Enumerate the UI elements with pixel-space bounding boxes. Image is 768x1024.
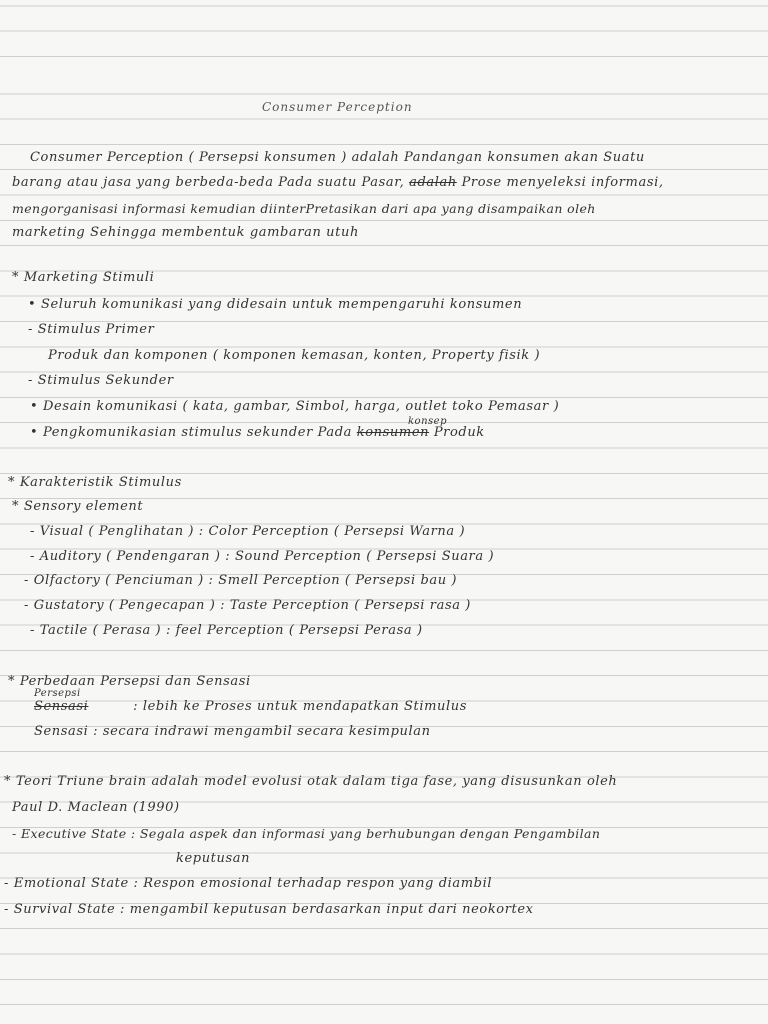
teori-line-6: - Survival State : mengambil keputusan berdasarkan input dari neokortex — [4, 902, 534, 917]
teori-line-2: Paul D. Maclean (1990) — [12, 800, 180, 815]
stimulus-sekunder-item-1: • Desain komunikasi ( kata, gambar, Simbol, harga, outlet toko Pemasar ) — [30, 399, 560, 414]
stimulus-primer-heading: - Stimulus Primer — [28, 322, 155, 337]
karakteristik-heading: * Karakteristik Stimulus — [8, 475, 182, 490]
stimulus-primer-detail: Produk dan komponen ( komponen kemasan, konten, Property fisik ) — [48, 348, 541, 363]
page-title: Consumer Perception — [262, 100, 413, 114]
definition-line-1: Consumer Perception ( Persepsi konsumen ) adalah Pandangan konsumen akan Suatu — [30, 150, 645, 165]
inserted-word-konsep: konsep — [408, 416, 447, 427]
perbedaan-row-1-text: : lebih ke Proses untuk mendapatkan Stimulus — [133, 699, 468, 714]
sensory-item-auditory: - Auditory ( Pendengaran ) : Sound Perception ( Persepsi Suara ) — [30, 549, 495, 564]
definition-line-3: mengorganisasi informasi kemudian diinterPretasikan dari apa yang disampaikan oleh — [12, 201, 596, 216]
sensory-item-gustatory: - Gustatory ( Pengecapan ) : Taste Perception ( Persepsi rasa ) — [24, 598, 471, 613]
perbedaan-heading: * Perbedaan Persepsi dan Sensasi — [8, 674, 251, 689]
struck-word: adalah — [409, 175, 457, 190]
stimulus-sekunder-item-2-end: Produk — [433, 425, 485, 440]
definition-line-2 — [12, 175, 664, 190]
teori-line-4: keputusan — [176, 851, 251, 866]
sensory-element-heading: * Sensory element — [12, 499, 144, 514]
teori-line-1: * Teori Triune brain adalah model evolusi otak dalam tiga fase, yang disusunkan oleh — [4, 774, 618, 789]
inserted-word-persepsi: Persepsi — [34, 688, 81, 699]
definition-line-2-end: Prose menyeleksi informasi, — [461, 175, 664, 190]
perbedaan-row-1 — [34, 699, 467, 714]
teori-line-5: - Emotional State : Respon emosional terhadap respon yang diambil — [4, 876, 493, 891]
sensory-item-visual: - Visual ( Penglihatan ) : Color Perception ( Persepsi Warna ) — [30, 524, 466, 539]
sensory-item-olfactory: - Olfactory ( Penciuman ) : Smell Perception ( Persepsi bau ) — [24, 573, 458, 588]
struck-word-konsumen: konsumen — [356, 425, 430, 440]
definition-line-2-text: barang atau jasa yang berbeda-beda Pada suatu Pasar, — [12, 175, 405, 190]
stimulus-sekunder-item-2-text: • Pengkomunikasian stimulus sekunder Pada — [30, 425, 353, 440]
perbedaan-row-2: Sensasi : secara indrawi mengambil secara kesimpulan — [34, 724, 431, 739]
sensory-item-tactile: - Tactile ( Perasa ) : feel Perception ( Persepsi Perasa ) — [30, 623, 423, 638]
marketing-stimuli-heading: * Marketing Stimuli — [12, 270, 155, 285]
teori-line-3: - Executive State : Segala aspek dan informasi yang berhubungan dengan Pengambilan — [12, 826, 601, 841]
definition-line-4: marketing Sehingga membentuk gambaran utuh — [12, 225, 359, 240]
struck-word-sensasi: Sensasi — [34, 699, 89, 714]
stimulus-sekunder-heading: - Stimulus Sekunder — [28, 373, 174, 388]
stimulus-sekunder-item-2 — [30, 425, 485, 440]
marketing-stimuli-item-1: • Seluruh komunikasi yang didesain untuk mempengaruhi konsumen — [28, 297, 523, 312]
